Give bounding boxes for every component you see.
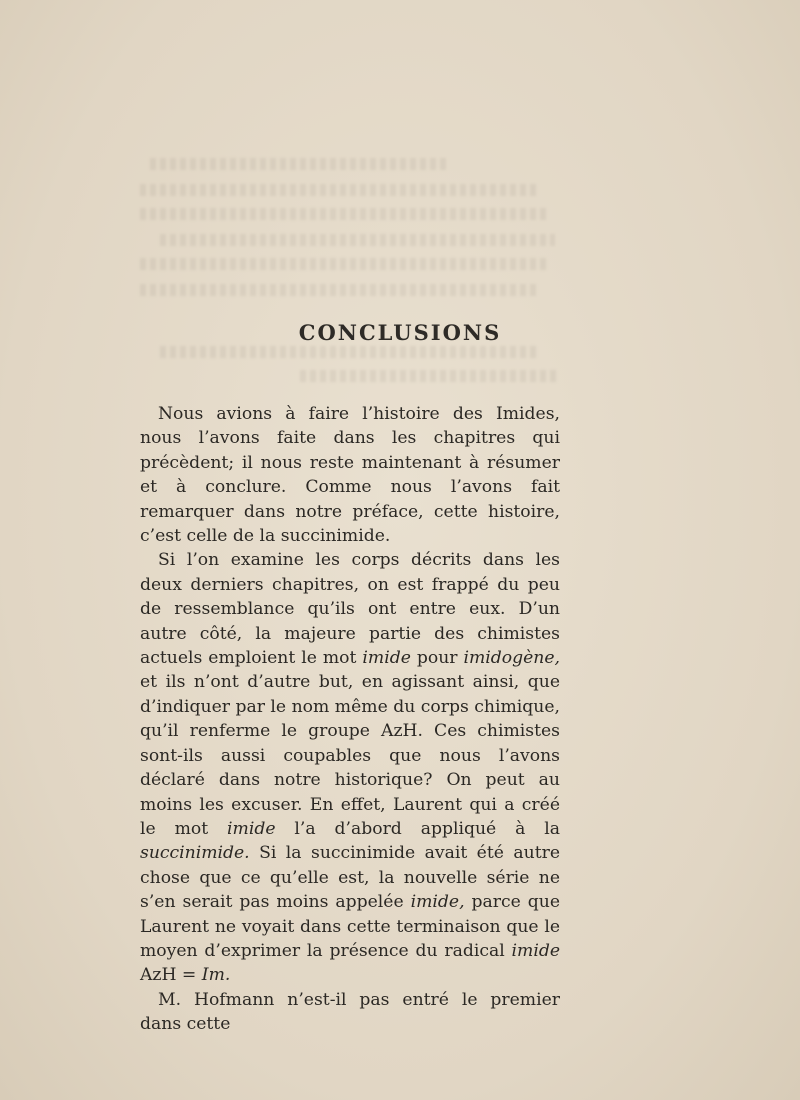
paragraph <box>140 988 560 1037</box>
bleed-through-mark <box>140 208 550 220</box>
bleed-through-mark <box>160 346 540 358</box>
bleed-through-mark <box>140 184 540 196</box>
italic-term: succinimide. <box>140 843 250 864</box>
text-span: Si l’on examine les corps décrits dans les deux derniers chapitres, on est frappé du peu de ressemblance qu’ils ont entre eux. D’un autre côté, la majeure partie des chimistes actuels emploient le mot <box>140 550 560 669</box>
bleed-through-mark <box>140 284 540 296</box>
italic-term: Im. <box>201 965 231 986</box>
italic-term: imidogène, <box>463 648 561 669</box>
paragraph <box>140 402 560 548</box>
bleed-through-mark <box>160 234 555 246</box>
text-span: et ils n’ont d’autre but, en agissant ainsi, que d’indiquer par le nom même du corps chimique, qu’il renferme le groupe AzH. Ces chimistes sont-ils aussi coupables que nous l’avons déclaré dans notre historique? On peut au moins les excuser. En effet, Laurent qui a créé le mot <box>140 672 560 839</box>
body-text <box>140 402 560 1037</box>
italic-term: imide, <box>410 892 465 913</box>
italic-term: imide <box>511 940 560 961</box>
paragraph <box>140 548 560 987</box>
text-span: M. Hofmann n’est-il pas entré le premier dans cette <box>140 989 560 1035</box>
italic-term: imide <box>362 648 411 669</box>
text-span: AzH = <box>140 965 202 986</box>
bleed-through-mark <box>300 370 560 382</box>
text-span: parce que Laurent ne voyait dans cette terminaison que le moyen d’exprimer la présence du radical <box>140 892 560 961</box>
text-span: Si la succinimide avait été autre chose que ce qu’elle est, la nouvelle série ne s’en serait pas moins appelée <box>140 843 560 913</box>
page-title: CONCLUSIONS <box>298 320 502 346</box>
italic-term: imide <box>227 818 276 839</box>
bleed-through-mark <box>140 258 550 270</box>
bleed-through-mark <box>150 158 450 170</box>
text-span: l’a d’abord appliqué à la <box>275 818 560 839</box>
text-span: pour <box>410 648 464 669</box>
text-span: Nous avions à faire l’histoire des Imides, nous l’avons faite dans les chapitres qui précèdent; il nous reste maintenant à résumer et à conclure. Comme nous l’avons fait remarquer dans notre préface, cette histoire, c’est celle de la succinimide. <box>140 404 560 547</box>
